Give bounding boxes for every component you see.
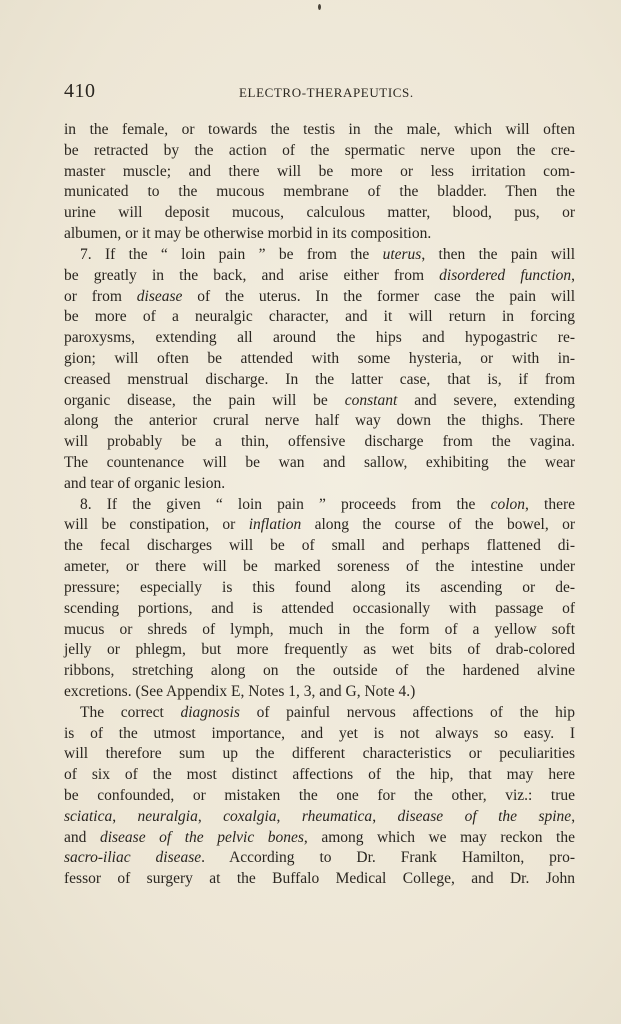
text-line: gion; will often be attended with some hysteria, or with in- [64, 349, 575, 367]
text-line: 7. If the “ loin pain ” be from the uterus, then the pain will [80, 245, 575, 263]
text-line: municated to the mucous membrane of the bladder. Then the [64, 183, 575, 201]
text-line: 8. If the given “ loin pain ” proceeds from the colon, there [80, 495, 575, 513]
text-line: will probably be a thin, offensive discharge from the vagina. [64, 433, 575, 451]
text-line: be retracted by the action of the spermatic nerve upon the cre- [64, 141, 575, 159]
text-line: ribbons, stretching along on the outside of the hardened alvine [64, 662, 575, 680]
body-text [64, 120, 575, 890]
text-line: sciatica, neuralgia, coxalgia, rheumatica, disease of the spine, [64, 807, 576, 825]
text-line: in the female, or towards the testis in the male, which will often [64, 121, 575, 138]
page-number: 410 [64, 80, 96, 102]
text-line: be confounded, or mistaken the one for the other, viz.: true [64, 787, 575, 804]
text-line: organic disease, the pain will be constant and severe, extending [64, 391, 575, 409]
text-line: fessor of surgery at the Buffalo Medical College, and Dr. John [64, 870, 575, 888]
ink-speck [318, 4, 321, 10]
text-line: the fecal discharges will be of small and perhaps flattened di- [64, 537, 575, 555]
page-header [64, 80, 575, 104]
text-line: master muscle; and there will be more or less irritation com- [64, 162, 575, 180]
text-line: pressure; especially is this found along its ascending or de- [64, 578, 575, 596]
text-line: is of the utmost importance, and yet is not always so easy. I [64, 724, 575, 742]
text-line: creased menstrual discharge. In the latter case, that is, if from [64, 370, 575, 388]
text-line: and disease of the pelvic bones, among which we may reckon the [64, 828, 575, 846]
text-line: ameter, or there will be marked soreness of the intestine under [64, 558, 575, 576]
text-line: of six of the most distinct affections of the hip, that may here [64, 766, 575, 784]
text-line: excretions. (See Appendix E, Notes 1, 3, and G, Note 4.) [64, 682, 416, 700]
text-line: along the anterior crural nerve half way down the thighs. There [64, 412, 575, 430]
text-line: or from disease of the uterus. In the former case the pain will [64, 287, 576, 305]
text-line: and tear of organic lesion. [64, 474, 226, 492]
text-line: be greatly in the back, and arise either from disordered function, [64, 266, 576, 284]
text-line: mucus or shreds of lymph, much in the form of a yellow soft [64, 620, 575, 638]
text-line: jelly or phlegm, but more frequently as wet bits of drab-colored [64, 641, 575, 659]
text-line: scending portions, and is attended occasionally with passage of [64, 599, 575, 617]
text-line: The countenance will be wan and sallow, exhibiting the wear [64, 454, 575, 471]
text-line: paroxysms, extending all around the hips and hypogastric re- [64, 329, 575, 347]
text-line: The correct diagnosis of painful nervous affections of the hip [80, 703, 575, 721]
text-line: will therefore sum up the different characteristics or peculiarities [64, 745, 575, 763]
text-line: albumen, or it may be otherwise morbid in its composition. [64, 225, 432, 243]
text-line: be more of a neuralgic character, and it will return in forcing [64, 308, 575, 326]
text-line: will be constipation, or inflation along the course of the bowel, or [64, 516, 575, 534]
text-line: urine will deposit mucous, calculous matter, blood, pus, or [64, 204, 575, 222]
text-line: sacro-iliac disease. According to Dr. Frank Hamilton, pro- [64, 849, 575, 867]
running-head: ELECTRO-THERAPEUTICS. [239, 85, 414, 100]
